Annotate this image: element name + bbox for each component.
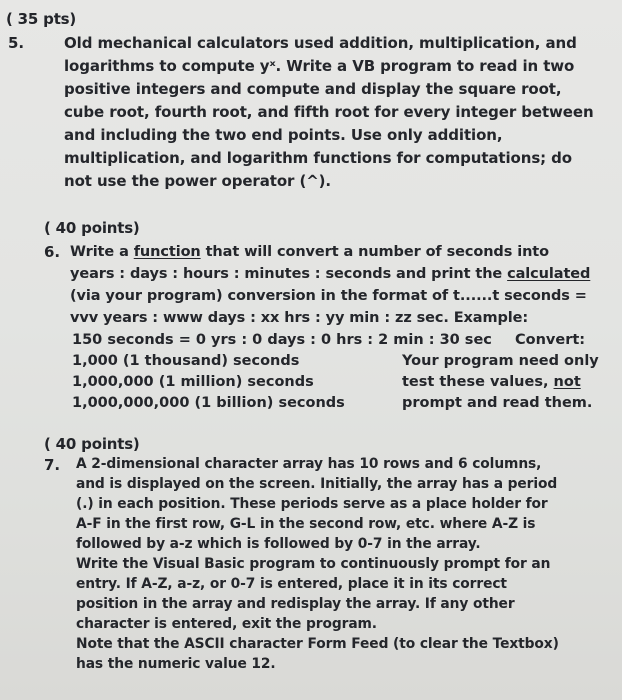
q6-calculated-word: calculated bbox=[507, 266, 591, 282]
q6-line-1 bbox=[70, 244, 549, 260]
q7-line-3: (.) in each position. These periods serve as a place holder for bbox=[76, 496, 548, 512]
q6-example-150: 150 seconds = 0 yrs : 0 days : 0 hrs : 2 min : 30 sec bbox=[72, 332, 492, 348]
q6-function-word: function bbox=[133, 244, 201, 260]
q6-line-3: (via your program) conversion in the format of t......t seconds = bbox=[70, 288, 587, 304]
q6-number: 6. bbox=[44, 243, 61, 261]
q6-points: ( 40 points) bbox=[44, 219, 140, 237]
q6-line-4: vvv years : www days : xx hrs : yy min : zz sec. Example: bbox=[70, 310, 529, 326]
q7-number: 7. bbox=[44, 456, 61, 474]
q6-line-1-start: Write a bbox=[70, 244, 134, 260]
q6-note-line-2-start: test these values, bbox=[402, 374, 554, 390]
q6-value-billion: 1,000,000,000 (1 billion) seconds bbox=[72, 395, 345, 411]
q5-line-3: positive integers and compute and display the square root, bbox=[64, 80, 562, 98]
q6-note-line-1: Your program need only bbox=[402, 353, 599, 369]
q7-line-10: Note that the ASCII character Form Feed (to clear the Textbox) bbox=[76, 636, 559, 652]
q6-note-line-2 bbox=[402, 374, 581, 390]
q5-line-4: cube root, fourth root, and fifth root for every integer between bbox=[64, 103, 594, 121]
q6-note-line-3: prompt and read them. bbox=[402, 395, 593, 411]
q5-points: ( 35 pts) bbox=[6, 10, 77, 28]
q6-line-2-start: years : days : hours : minutes : seconds and print the bbox=[70, 266, 508, 282]
q7-line-2: and is displayed on the screen. Initially, the array has a period bbox=[76, 476, 558, 492]
q7-line-1: A 2-dimensional character array has 10 rows and 6 columns, bbox=[76, 456, 542, 472]
q6-value-thousand: 1,000 (1 thousand) seconds bbox=[72, 353, 300, 369]
q7-line-4: A-F in the first row, G-L in the second row, etc. where A-Z is bbox=[76, 516, 536, 532]
q6-not-word: not bbox=[553, 374, 581, 390]
q5-line-5: and including the two end points. Use only addition, bbox=[64, 126, 503, 144]
q7-line-11: has the numeric value 12. bbox=[76, 656, 276, 672]
q6-convert-label: Convert: bbox=[515, 332, 586, 348]
q5-line-7: not use the power operator (^). bbox=[64, 172, 332, 190]
q7-line-8: position in the array and redisplay the array. If any other bbox=[76, 596, 515, 612]
q7-line-9: character is entered, exit the program. bbox=[76, 616, 377, 632]
q7-line-6: Write the Visual Basic program to continuously prompt for an bbox=[76, 556, 551, 572]
q5-number: 5. bbox=[8, 34, 25, 52]
q5-line-1: Old mechanical calculators used addition, multiplication, and bbox=[64, 34, 577, 52]
q7-line-7: entry. If A-Z, a-z, or 0-7 is entered, place it in its correct bbox=[76, 576, 507, 592]
q6-value-million: 1,000,000 (1 million) seconds bbox=[72, 374, 314, 390]
q6-line-1-end: that will convert a number of seconds into bbox=[200, 244, 549, 260]
q5-line-2: logarithms to compute yˣ. Write a VB program to read in two bbox=[64, 57, 575, 75]
q5-line-6: multiplication, and logarithm functions for computations; do bbox=[64, 149, 573, 167]
q6-line-2 bbox=[70, 266, 590, 282]
q7-line-5: followed by a-z which is followed by 0-7 in the array. bbox=[76, 536, 481, 552]
q7-points: ( 40 points) bbox=[44, 435, 140, 453]
